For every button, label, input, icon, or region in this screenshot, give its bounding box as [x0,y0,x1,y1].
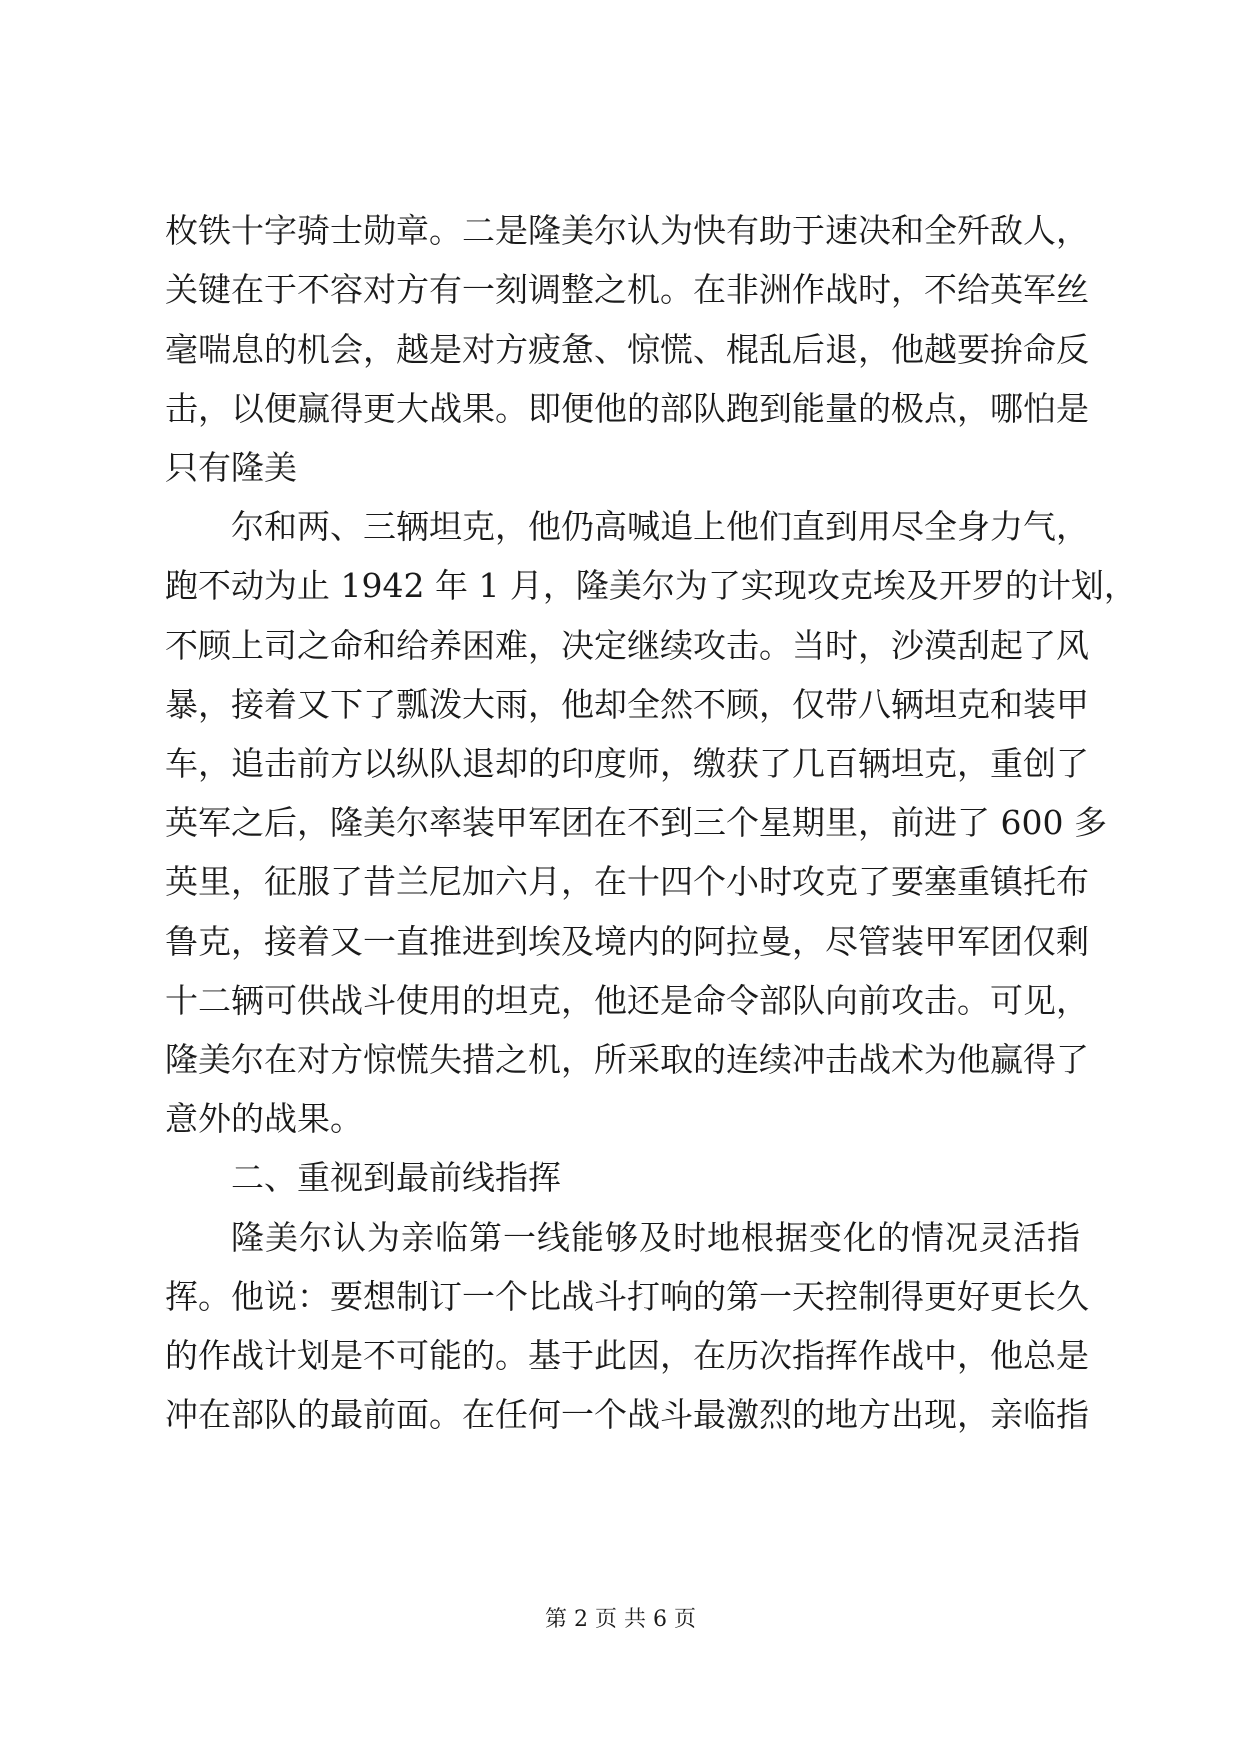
body-line-18: 隆美尔认为亲临第一线能够及时地根据变化的情况灵活指 [231,1218,1080,1257]
body-line-3: 毫喘息的机会，越是对方疲惫、惊慌、棍乱后退，他越要拚命反 [165,330,1089,369]
body-line-1: 枚铁十字骑士勋章。二是隆美尔认为快有助于速决和全歼敌人， [165,211,1089,250]
body-line-20: 的作战计划是不可能的。基于此因，在历次指挥作战中，他总是 [165,1336,1089,1375]
body-line-12: 英里，征服了昔兰尼加六月，在十四个小时攻克了要塞重镇托布 [165,862,1089,901]
body-line-14: 十二辆可供战斗使用的坦克，他还是命令部队向前攻击。可见， [165,981,1089,1020]
body-line-2: 关键在于不容对方有一刻调整之机。在非洲作战时，不给英军丝 [165,270,1089,309]
body-line-6: 尔和两、三辆坦克，他仍高喊追上他们直到用尽全身力气， [231,507,1089,546]
body-line-4: 击，以便赢得更大战果。即便他的部队跑到能量的极点，哪怕是 [165,389,1089,428]
body-line-8: 不顾上司之命和给养困难，决定继续攻击。当时，沙漠刮起了风 [165,626,1089,665]
body-line-13: 鲁克，接着又一直推进到埃及境内的阿拉曼，尽管装甲军团仅剩 [165,922,1089,961]
body-line-9: 暴，接着又下了瓢泼大雨，他却全然不顾，仅带八辆坦克和装甲 [165,685,1089,724]
body-line-11: 英军之后，隆美尔率装甲军团在不到三个星期里，前进了 600 多 [165,803,1107,842]
body-line-15: 隆美尔在对方惊慌失措之机，所采取的连续冲击战术为他赢得了 [165,1040,1089,1079]
body-line-19: 挥。他说：要想制订一个比战斗打响的第一天控制得更好更长久 [165,1277,1089,1316]
section-heading: 二、重视到最前线指挥 [231,1158,561,1197]
body-line-7: 跑不动为止 1942 年 1 月，隆美尔为了实现攻克埃及开罗的计划， [165,566,1137,605]
body-line-5: 只有隆美 [165,448,297,487]
body-line-21: 冲在部队的最前面。在任何一个战斗最激烈的地方出现，亲临指 [165,1395,1089,1434]
body-line-16: 意外的战果。 [165,1099,363,1138]
page-footer: 第 2 页 共 6 页 [545,1607,696,1632]
body-line-10: 车，追击前方以纵队退却的印度师，缴获了几百辆坦克，重创了 [165,744,1089,783]
